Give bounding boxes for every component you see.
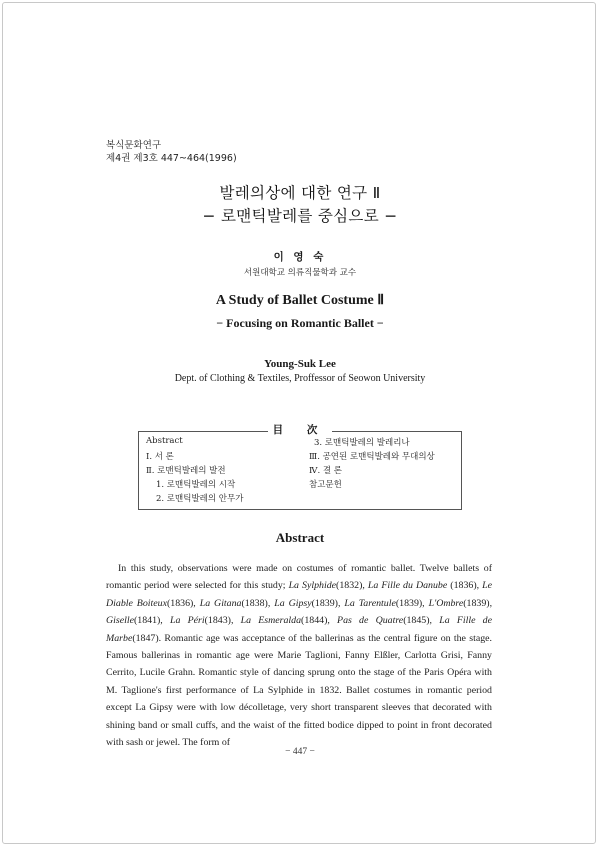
journal-volume: 제4권 제3호 447~464(1996)	[106, 153, 237, 164]
toc-item: Ⅳ. 결 론	[309, 466, 343, 476]
toc-item: 1. 로맨틱발레의 시작	[156, 480, 236, 490]
toc-item: 3. 로맨틱발레의 발레리나	[314, 438, 410, 448]
abstract-heading: Abstract	[275, 530, 325, 545]
english-title-line1: A Study of Ballet Costume Ⅱ	[215, 293, 385, 308]
journal-info	[106, 139, 237, 165]
journal-name: 복식문화연구	[106, 140, 162, 151]
english-title-line2: − Focusing on Romantic Ballet −	[216, 316, 384, 330]
toc-item: Ⅱ. 로맨틱발레의 발전	[146, 466, 226, 476]
abstract-body	[106, 560, 492, 751]
toc-item: 참고문헌	[309, 480, 342, 490]
toc-item: Ⅲ. 공연된 로맨틱발레와 무대의상	[309, 452, 435, 462]
korean-title-line2: − 로맨틱발레를 중심으로 −	[202, 207, 398, 225]
page-number: − 447 −	[285, 747, 315, 757]
english-author-affiliation: Dept. of Clothing & Textiles, Proffessor of Seowon University	[174, 373, 426, 384]
korean-author-name: 이 영 숙	[273, 251, 327, 263]
toc-heading: 目 次	[272, 424, 328, 436]
toc-item: 2. 로맨틱발레의 안무가	[156, 494, 244, 504]
abstract-paragraph: In this study, observations were made on costumes of romantic ballet. Twelve ballets of romantic period were selected for this study; La Sylphide(1832), La Fille du Danube (1836), Le Diable Boiteux(1836), La Gitana(1838), La Gipsy(1839), La Tarentule(1839), L'Ombre(1839), Giselle(1841), La Péri(1843), La Esmeralda(1844), Pas de Quatre(1845), La Fille de Marbe(1847). Romantic age was acceptance of the ballerinas as the central figure on the stage. Famous ballerinas in romantic age were Marie Taglioni, Fanny Elßler, Carlotta Grisi, Fanny Cerrito, Lucile Grahn. Romantic style of dancing sprung onto the stage of the Paris Opéra with M. Taglione's first performance of La Sylphide in 1832. Ballet costumes in romantic period except La Gipsy were with low décolletage, very short transparent sleeves that decorated with shining band or small cuffs, and the waist of the fitted bodice dipped to point in front decorated with sash or jewel. The form of	[106, 563, 493, 749]
toc-item: Abstract	[146, 436, 183, 446]
korean-author-affiliation: 서원대학교 의류직물학과 교수	[243, 268, 357, 278]
toc-item: Ⅰ. 서 론	[146, 452, 174, 462]
english-author-name: Young-Suk Lee	[264, 358, 336, 370]
korean-title-line1: 발레의상에 대한 연구 Ⅱ	[219, 184, 381, 202]
